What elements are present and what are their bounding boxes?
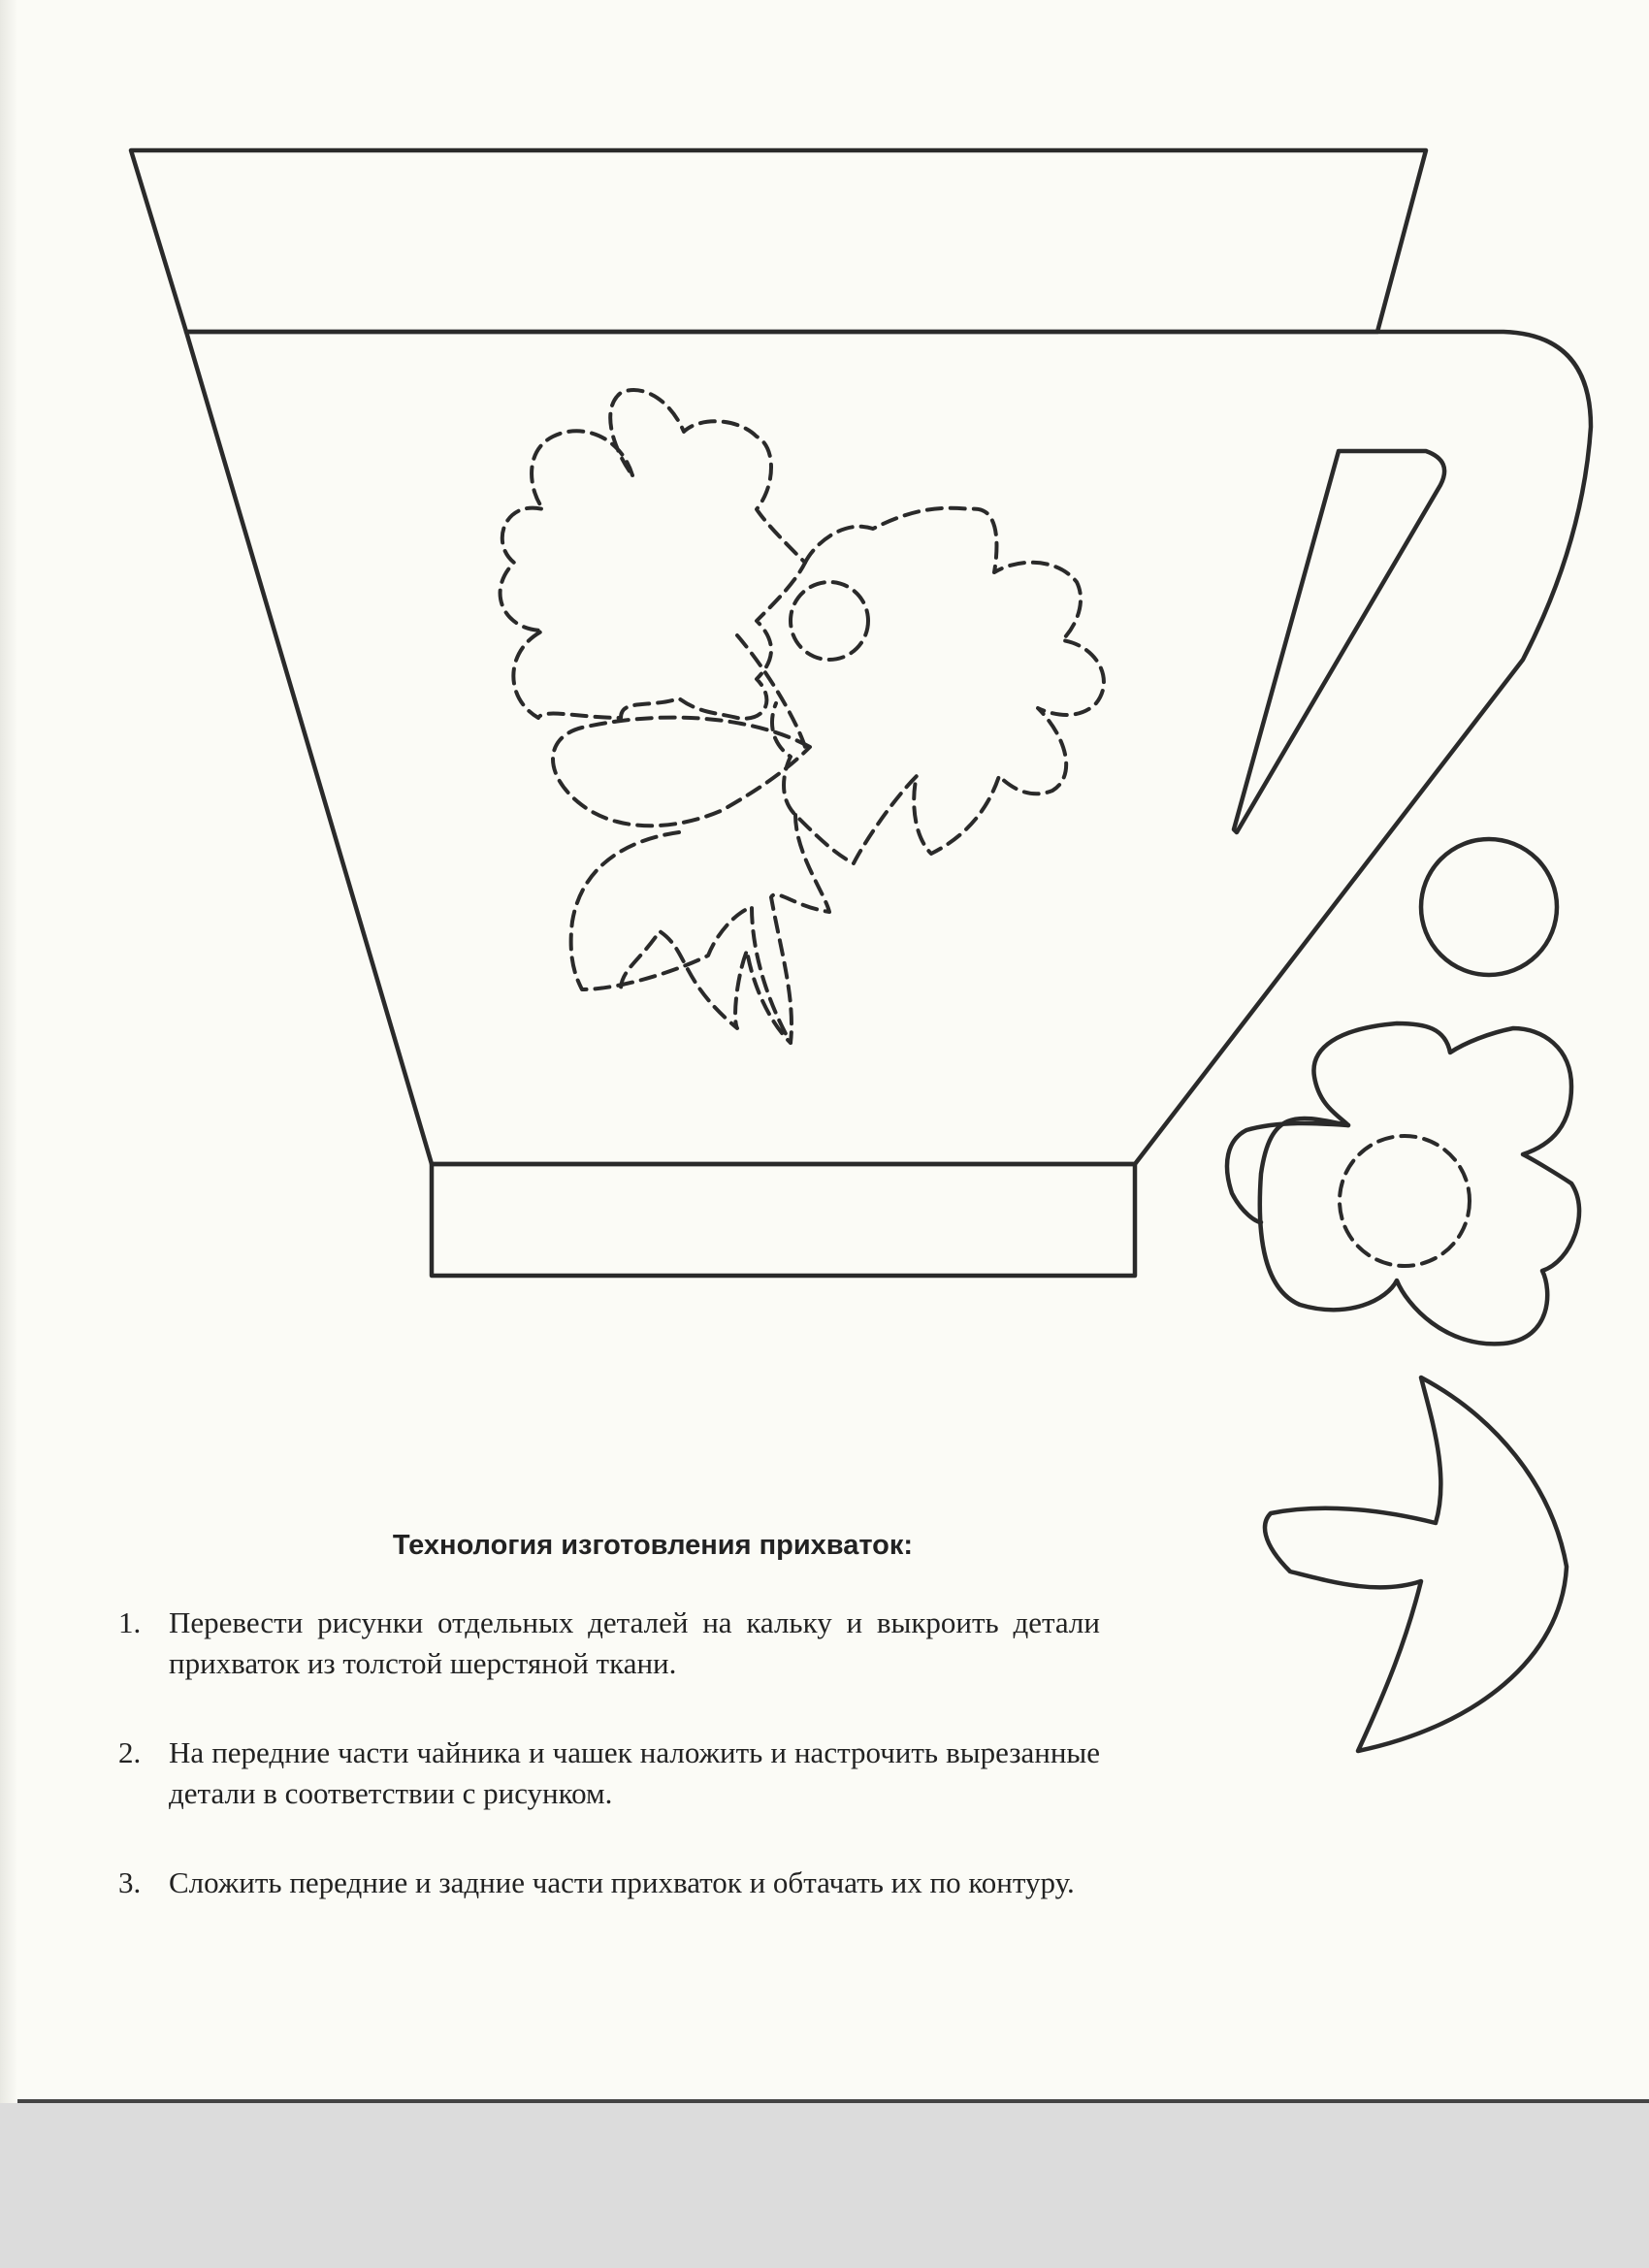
cup-rim-icon bbox=[131, 150, 1426, 332]
step-number: 2. bbox=[118, 1735, 142, 1769]
step-number: 3. bbox=[118, 1865, 142, 1899]
instruction-step bbox=[118, 1863, 1100, 1903]
cup-pattern-icon bbox=[186, 332, 1591, 1164]
dashed-leaf-lower-icon bbox=[571, 832, 791, 1043]
cup-handle-slot-icon bbox=[1234, 451, 1444, 832]
dashed-petal-right-icon bbox=[772, 508, 1104, 863]
flower-inner-petal-icon bbox=[1227, 1123, 1348, 1222]
leaf-pattern-icon bbox=[1265, 1377, 1567, 1751]
dashed-flower-center-icon bbox=[791, 582, 868, 660]
instruction-step bbox=[118, 1733, 1100, 1814]
small-circle-pattern-icon bbox=[1421, 839, 1557, 975]
dashed-flower-motif-icon bbox=[501, 390, 1104, 1043]
step-text: На передние части чайника и чашек наложить и настрочить вырезанные детали в соответствии с рисунком. bbox=[169, 1735, 1100, 1810]
instructions-block bbox=[118, 1525, 1100, 1952]
step-text: Сложить передние и задние части прихваток и обтачать их по контуру. bbox=[169, 1865, 1075, 1899]
step-text: Перевести рисунки отдельных деталей на кальку и выкроить детали прихваток из толстой шерстяной ткани. bbox=[169, 1605, 1100, 1680]
instruction-step bbox=[118, 1603, 1100, 1684]
flower-center-dashed-icon bbox=[1340, 1136, 1470, 1266]
dashed-leaf-left-icon bbox=[553, 718, 810, 826]
step-number: 1. bbox=[118, 1605, 142, 1639]
cup-base-icon bbox=[432, 1164, 1135, 1276]
dashed-petal-left-icon bbox=[501, 390, 805, 719]
instructions-list bbox=[118, 1603, 1100, 1903]
flower-pattern-icon bbox=[1260, 1023, 1579, 1344]
instructions-title: Технология изготовления прихваток: bbox=[392, 1530, 914, 1561]
